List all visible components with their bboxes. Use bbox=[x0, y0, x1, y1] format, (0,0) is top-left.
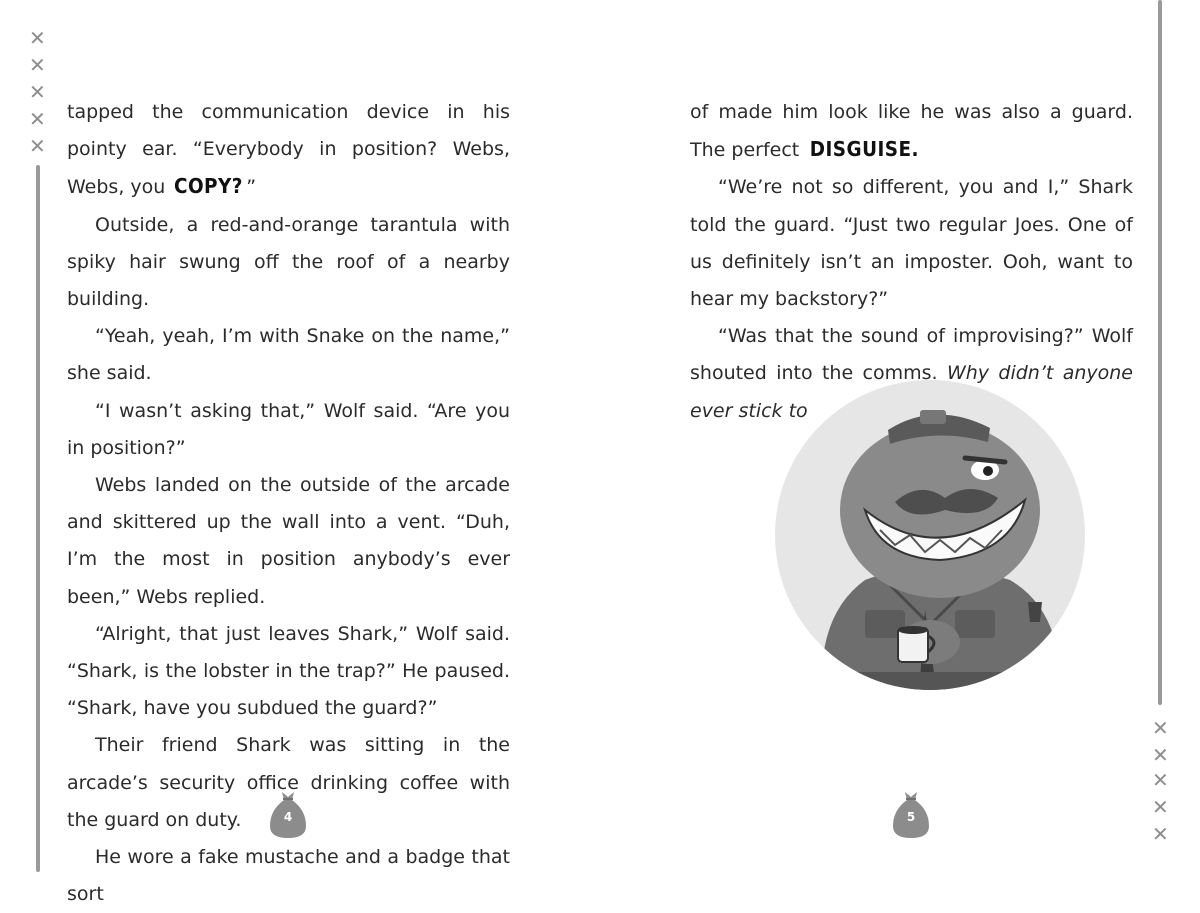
paragraph bbox=[690, 169, 1133, 318]
text-segment: of made him look like he was also a guard. The perfect bbox=[690, 101, 1133, 162]
text-segment: “Alright, that just leaves Shark,” Wolf said. “Shark, is the lobster in the trap?” He paused. “Shark, have you subdued the guard?” bbox=[67, 622, 510, 720]
x-mark-icon: ✕ bbox=[1152, 768, 1169, 792]
x-mark-icon: ✕ bbox=[29, 134, 46, 158]
x-mark-icon: ✕ bbox=[1152, 795, 1169, 819]
paragraph bbox=[67, 467, 510, 616]
text-segment: Webs landed on the outside of the arcade and skittered up the wall into a vent. “Duh, I’m the most in position anybody’s ever been,” Webs replied. bbox=[67, 474, 510, 608]
text-segment: “We’re not so different, you and I,” Shark told the guard. “Just two regular Joes. One of us definitely isn’t an imposter. Ooh, want to hear my backstory?” bbox=[690, 176, 1133, 311]
x-mark-icon: ✕ bbox=[29, 53, 46, 77]
text-segment: “I wasn’t asking that,” Wolf said. “Are you in position?” bbox=[67, 399, 510, 459]
text-segment: He wore a fake mustache and a badge that sort bbox=[67, 846, 510, 906]
x-mark-icon: ✕ bbox=[1152, 716, 1169, 740]
paragraph bbox=[67, 839, 510, 913]
paragraph bbox=[67, 94, 510, 207]
text-segment: ” bbox=[246, 176, 257, 199]
emphasis-word: COPY? bbox=[174, 174, 244, 199]
paragraph bbox=[67, 616, 510, 728]
left-page bbox=[0, 0, 600, 906]
paragraph bbox=[67, 318, 510, 392]
text-segment: Outside, a red-and-orange tarantula with spiky hair swung off the roof of a nearby building. bbox=[67, 213, 510, 311]
x-mark-icon: ✕ bbox=[29, 26, 46, 50]
page-number: 5 bbox=[906, 810, 916, 824]
text-segment: Their friend Shark was sitting in the arcade’s security office drinking coffee with the guard on duty. bbox=[67, 734, 510, 831]
right-page bbox=[600, 0, 1200, 872]
x-mark-icon: ✕ bbox=[29, 107, 46, 131]
paragraph bbox=[67, 393, 510, 467]
emphasis-word: DISGUISE. bbox=[810, 137, 920, 162]
page-number-badge bbox=[891, 788, 931, 838]
page-number: 4 bbox=[283, 810, 293, 824]
italic-text: Why didn’t anyone ever stick to bbox=[690, 362, 1133, 422]
paragraph bbox=[67, 207, 510, 319]
page-border-line bbox=[1158, 0, 1162, 705]
text-segment: “Yeah, yeah, I’m with Snake on the name,” she said. bbox=[67, 325, 510, 385]
x-mark-icon: ✕ bbox=[29, 80, 46, 104]
text-segment: tapped the communication device in his pointy ear. “Everybody in position? Webs, Webs, you bbox=[67, 101, 510, 199]
paragraph bbox=[690, 94, 1133, 169]
page-number-badge bbox=[268, 788, 308, 838]
page-border-line bbox=[36, 165, 40, 872]
text-segment: “Was that the sound of improvising?” Wolf shouted into the comms. bbox=[690, 325, 1133, 385]
x-mark-icon: ✕ bbox=[1152, 822, 1169, 846]
x-mark-icon: ✕ bbox=[1152, 743, 1169, 767]
shark-guard-illustration bbox=[770, 380, 1100, 720]
